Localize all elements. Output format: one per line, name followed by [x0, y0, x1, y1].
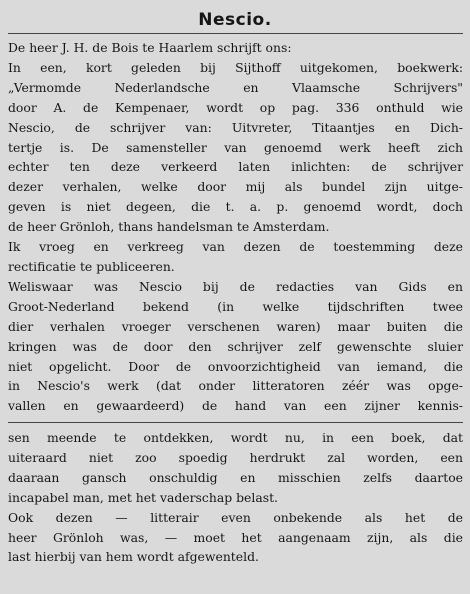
text-line: Weliswaar was Nescio bij de redacties van Gids en [8, 278, 463, 294]
text-line: door A. de Kempenaer, wordt op pag. 336 onthuld wie [8, 99, 463, 115]
paragraph-intro [8, 38, 463, 58]
text-line: last hierbij van hem wordt afgewenteld. [8, 549, 259, 565]
text-line: „Vermomde Nederlandsche en Vlaamsche Schrijvers" [8, 79, 463, 95]
text-line: daaraan gansch onschuldig en misschien zelfs daartoe [8, 469, 463, 485]
text-line: geven is niet degeen, die t. a. p. genoemd wordt, doch [8, 199, 463, 215]
text-line: Ik vroeg en verkreeg van dezen de toestemming deze [8, 239, 463, 255]
column-break-divider [8, 422, 463, 423]
text-line: dezer verhalen, welke door mij als bundel zijn uitge- [8, 179, 463, 195]
text-line: vallen en gewaardeerd) de hand van een zijner kennis- [8, 398, 463, 414]
text-line: De heer J. H. de Bois te Haarlem schrijft ons: [8, 40, 292, 55]
text-line: Groot-Nederland bekend (in welke tijdschriften twee [8, 298, 463, 314]
article-body-continuation [8, 428, 463, 567]
paragraph-continuation [8, 428, 463, 508]
text-line: Ook dezen — litterair even onbekende als het de [8, 509, 463, 525]
text-line: incapabel man, met het vaderschap belast. [8, 489, 278, 505]
text-line: In een, kort geleden bij Sijthoff uitgekomen, boekwerk: [8, 59, 463, 75]
text-line: echter ten deze verkeerd laten inlichten: de schrijver [8, 159, 463, 175]
article-body-top [8, 38, 463, 416]
text-line: niet opgelicht. Door de onvoorzichtigheid van iemand, die [8, 358, 463, 374]
text-line: de heer Grönloh, thans handelsman te Amsterdam. [8, 219, 330, 235]
title-divider [8, 33, 463, 34]
text-line: tertje is. De samensteller van genoemd werk heeft zich [8, 139, 463, 155]
paragraph-explanation [8, 277, 463, 416]
article-title: Nescio. [198, 10, 272, 30]
text-line: sen meende te ontdekken, wordt nu, in een boek, dat [8, 430, 463, 445]
text-line: heer Grönloh was, — moet het aangenaam zijn, als die [8, 529, 463, 545]
text-line: dier verhalen vroeger verschenen waren) maar buiten die [8, 318, 463, 334]
text-line: kringen was de door den schrijver zelf gewenschte sluier [8, 338, 463, 354]
paragraph-rectification [8, 58, 463, 277]
text-line: Nescio, de schrijver van: Uitvreter, Titaantjes en Dich- [8, 119, 463, 135]
text-line: uiteraard niet zoo spoedig herdrukt zal worden, een [8, 449, 463, 465]
paragraph-closing [8, 508, 463, 568]
text-line: in Nescio's werk (dat onder litteratoren zéér was opge- [8, 378, 463, 394]
text-line: rectificatie te publiceeren. [8, 258, 175, 274]
